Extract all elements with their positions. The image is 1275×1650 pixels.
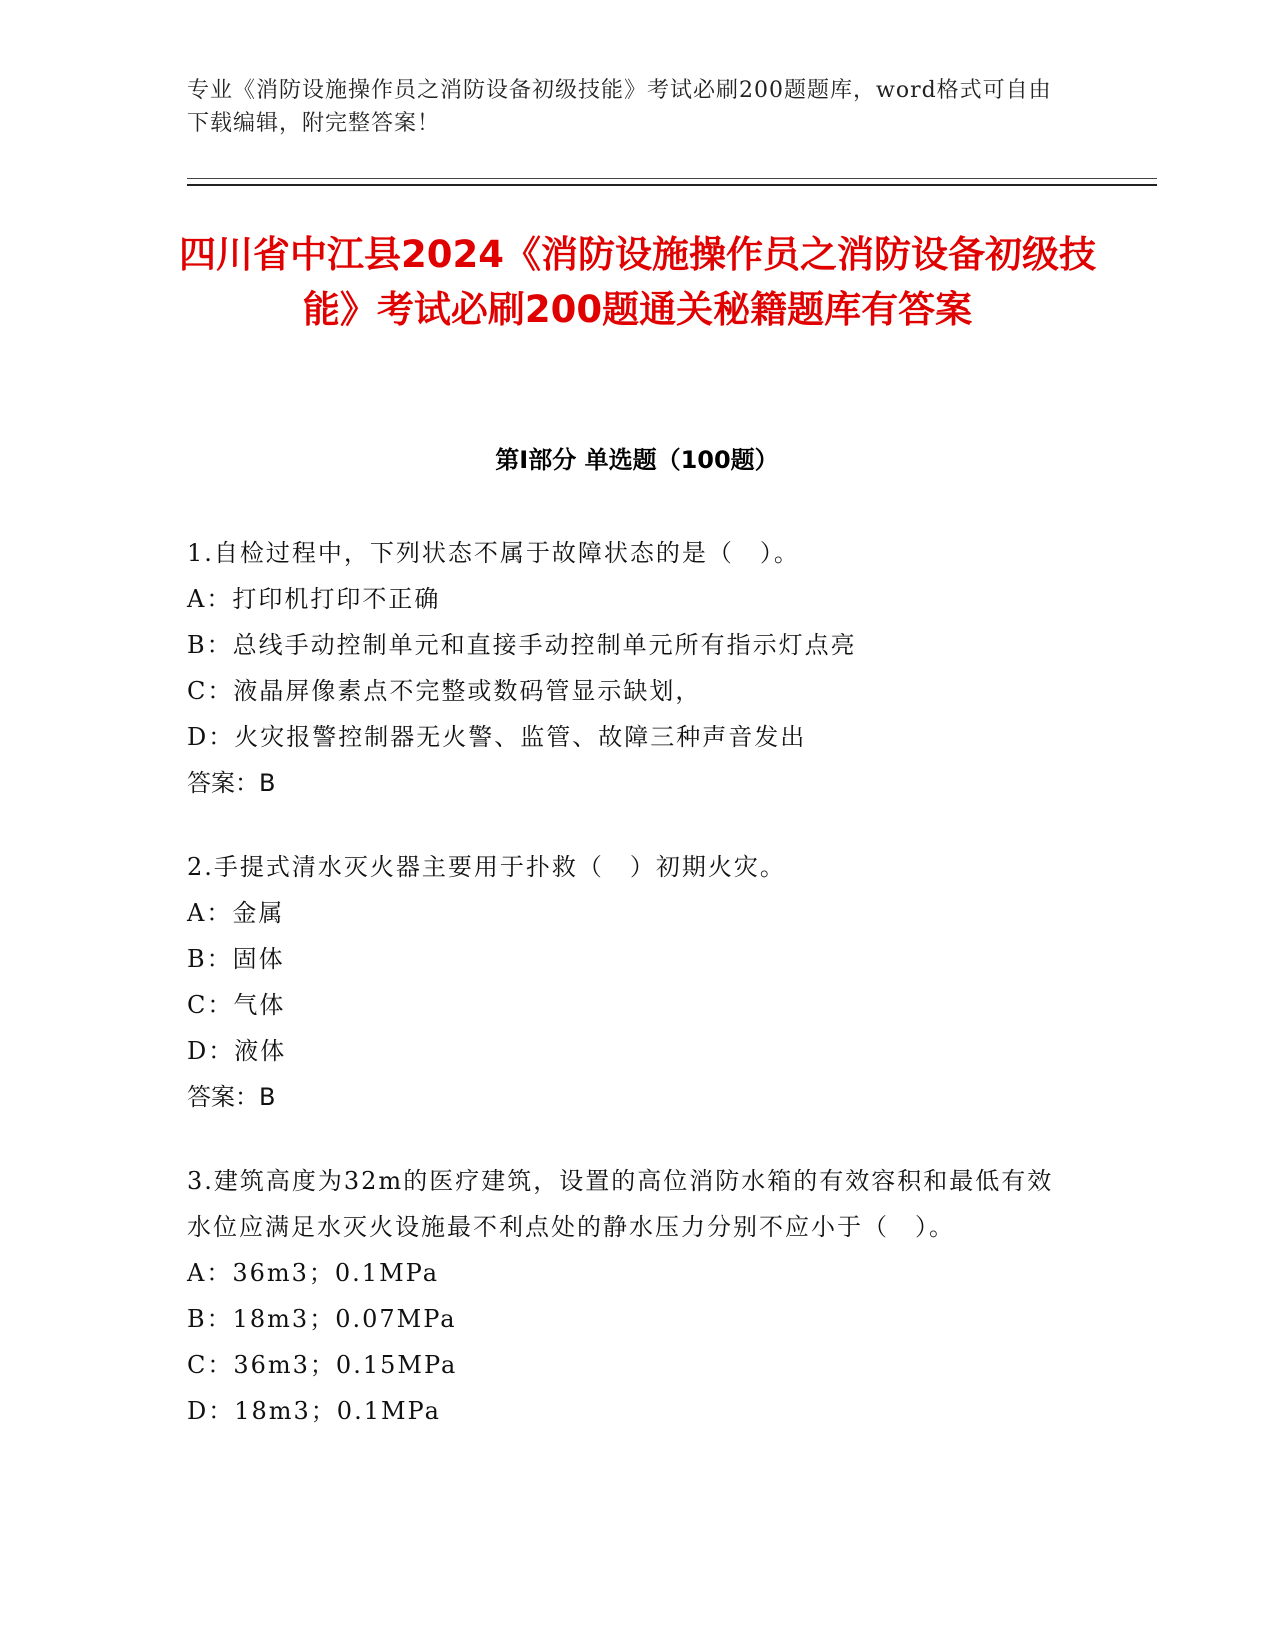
section-title: 第Ⅰ部分 单选题（100题）	[495, 446, 779, 474]
question-stem: 1.自检过程中，下列状态不属于故障状态的是（ ）。	[187, 539, 800, 567]
question-1	[187, 530, 1067, 806]
header-divider-thick	[187, 184, 1157, 186]
option-d: D：火灾报警控制器无火警、监管、故障三种声音发出	[187, 723, 807, 751]
question-3	[187, 1158, 1067, 1434]
option-a: A：打印机打印不正确	[187, 585, 441, 613]
question-stem: 2.手提式清水灭火器主要用于扑救（ ）初期火灾。	[187, 853, 786, 881]
question-2	[187, 844, 1067, 1120]
answer-line: 答案：B	[187, 769, 276, 797]
question-stem: 3.建筑高度为32m的医疗建筑，设置的高位消防水箱的有效容积和最低有效水位应满足水灭火设施最不利点处的静水压力分别不应小于（ ）。	[187, 1167, 1054, 1241]
option-c: C：气体	[187, 991, 286, 1019]
option-c: C：36m3；0.15MPa	[187, 1351, 458, 1379]
question-list	[187, 530, 1067, 1472]
option-b: B：18m3；0.07MPa	[187, 1305, 457, 1333]
option-c: C：液晶屏像素点不完整或数码管显示缺划，	[187, 677, 702, 705]
option-d: D：液体	[187, 1037, 287, 1065]
option-b: B：总线手动控制单元和直接手动控制单元所有指示灯点亮	[187, 631, 857, 659]
header-divider-thin	[187, 178, 1157, 179]
option-d: D：18m3；0.1MPa	[187, 1397, 441, 1425]
option-a: A：金属	[187, 899, 285, 927]
header-note: 专业《消防设施操作员之消防设备初级技能》考试必刷200题题库，word格式可自由下载编辑，附完整答案！	[187, 78, 1052, 136]
page-title: 四川省中江县2024《消防设施操作员之消防设备初级技能》考试必刷200题通关秘籍题库有答案	[179, 233, 1096, 331]
option-b: B：固体	[187, 945, 285, 973]
option-a: A：36m3；0.1MPa	[187, 1259, 440, 1287]
answer-line: 答案：B	[187, 1083, 276, 1111]
